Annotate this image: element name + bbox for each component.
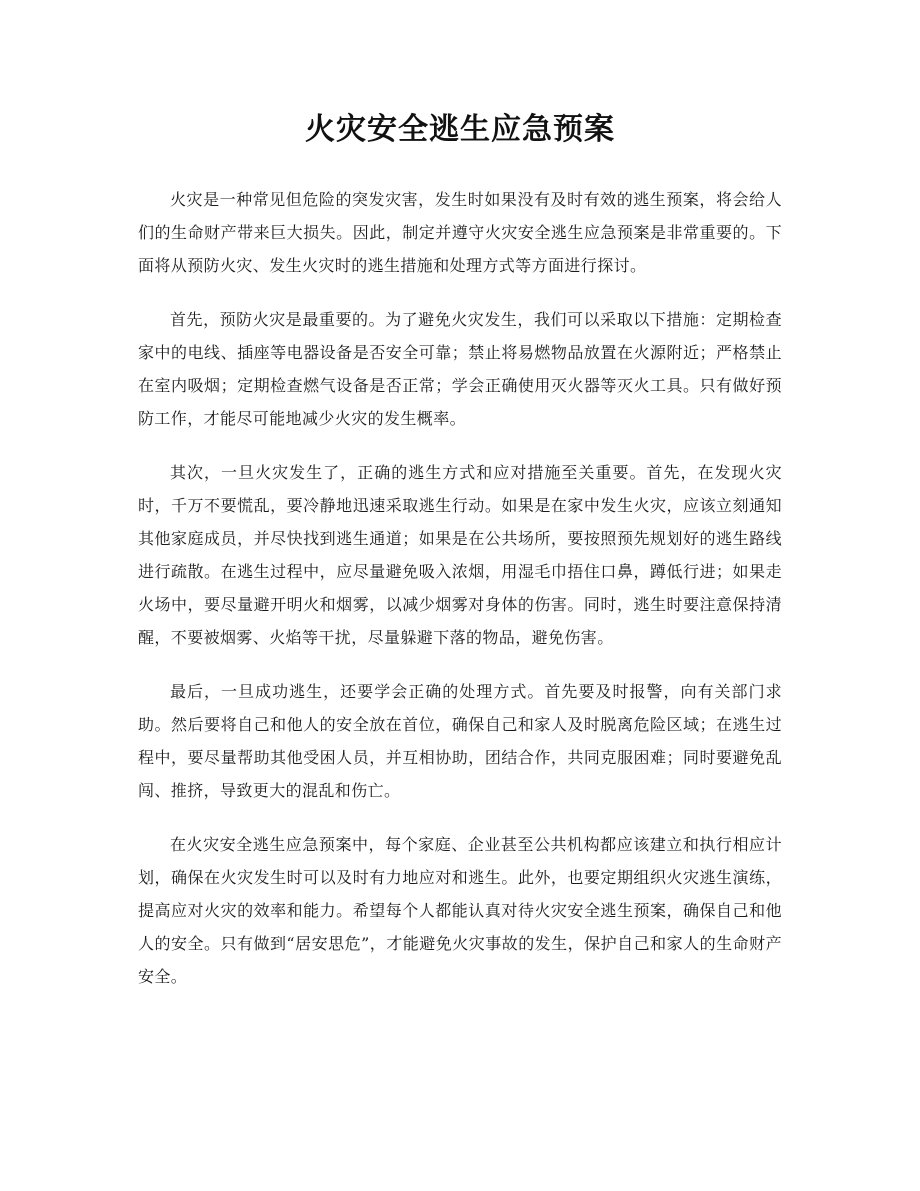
paragraph-prevention: 首先，预防火灾是最重要的。为了避免火灾发生，我们可以采取以下措施：定期检查家中的电线、插座等电器设备是否安全可靠；禁止将易燃物品放置在火源附近；严格禁止在室内吸烟；定期检查燃气设备是否正常；学会正确使用灭火器等灭火工具。只有做好预防工作，才能尽可能地减少火灾的发生概率。 [138,310,782,428]
paragraph-conclusion: 在火灾安全逃生应急预案中，每个家庭、企业甚至公共机构都应该建立和执行相应计划，确保在火灾发生时可以及时有力地应对和逃生。此外，也要定期组织火灾逃生演练，提高应对火灾的效率和能力。希望每个人都能认真对待火灾安全逃生预案，确保自己和他人的安全。只有做到“居安思危”，才能避免火灾事故的发生，保护自己和家人的生命财产安全。 [138,835,782,986]
document-body [138,183,782,1014]
paragraph-escape-measures: 其次，一旦火灾发生了，正确的逃生方式和应对措施至关重要。首先，在发现火灾时，千万不要慌乱，要冷静地迅速采取逃生行动。如果是在家中发生火灾，应该立刻通知其他家庭成员，并尽快找到逃生通道；如果是在公共场所，要按照预先规划好的逃生路线进行疏散。在逃生过程中，应尽量避免吸入浓烟，用湿毛巾捂住口鼻，蹲低行进；如果走火场中，要尽量避开明火和烟雾，以减少烟雾对身体的伤害。同时，逃生时要注意保持清醒，不要被烟雾、火焰等干扰，尽量躲避下落的物品，避免伤害。 [138,463,782,647]
document-title: 火灾安全逃生应急预案 [305,112,615,147]
paragraph-intro: 火灾是一种常见但危险的突发灾害，发生时如果没有及时有效的逃生预案，将会给人们的生命财产带来巨大损失。因此，制定并遵守火灾安全逃生应急预案是非常重要的。下面将从预防火灾、发生火灾时的逃生措施和处理方式等方面进行探讨。 [138,190,782,275]
paragraph-after-escape: 最后，一旦成功逃生，还要学会正确的处理方式。首先要及时报警，向有关部门求助。然后要将自己和他人的安全放在首位，确保自己和家人及时脱离危险区域；在逃生过程中，要尽量帮助其他受困人员，并互相协助，团结合作，共同克服困难；同时要避免乱闯、推挤，导致更大的混乱和伤亡。 [138,682,782,800]
